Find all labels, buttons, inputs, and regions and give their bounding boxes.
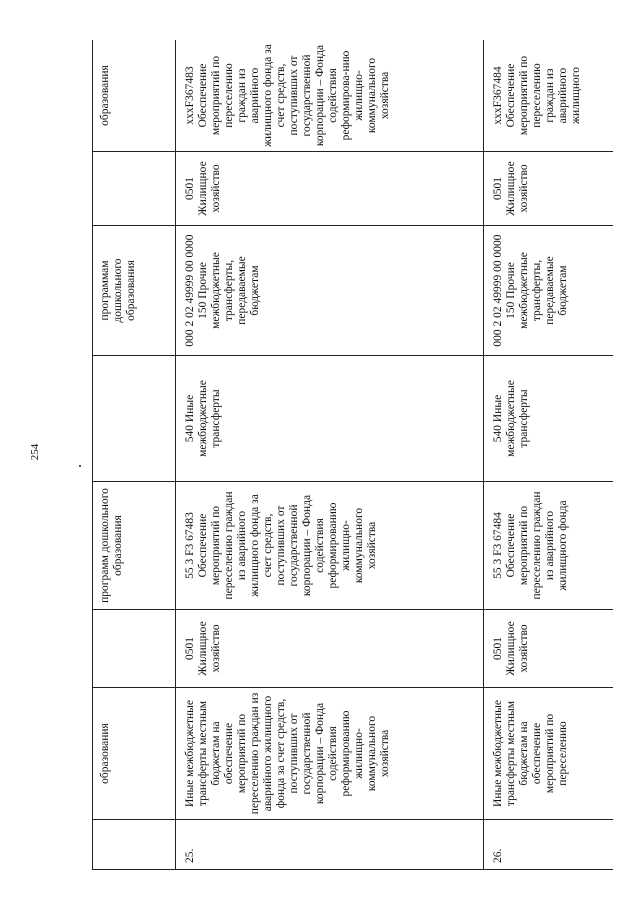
local-code-cell: xxxF367484 Обеспечение мероприятий по переселению граждан из аварийного жилищного	[484, 40, 614, 152]
table-row	[176, 40, 484, 870]
row-number: 26.	[484, 820, 614, 870]
section-cell: 0501 Жилищное хозяйство	[176, 152, 484, 226]
target-article-cell: 55 3 F3 67484 Обеспечение мероприятий по переселению граждан из аварийного жилищного фонда	[484, 482, 614, 610]
row-number: 25.	[176, 820, 484, 870]
table-row	[484, 40, 614, 870]
rotated-table	[92, 40, 613, 870]
header-cell: программам дошкольного образования	[93, 226, 176, 356]
page-number: 254	[29, 443, 41, 461]
description-cell: Иные межбюджетные трансферты местным бюджетам на обеспечение мероприятий по переселению	[484, 688, 614, 820]
expense-type-cell: 540 Иные межбюджетные трансферты	[176, 356, 484, 482]
header-cell: программ дошкольного образования	[93, 482, 176, 610]
budget-table	[92, 40, 613, 870]
table-container	[92, 40, 613, 870]
income-code-cell: 000 2 02 49999 00 0000 150 Прочие межбюджетные трансферты, передаваемые бюджетам	[484, 226, 614, 356]
scan-dot	[79, 465, 81, 467]
header-cell	[93, 356, 176, 482]
section-cell: 0501 Жилищное хозяйство	[484, 152, 614, 226]
local-code-cell: xxxF367483 Обеспечение мероприятий по переселению граждан из аварийного жилищного фонда за счет средств, поступивших от государственной корпорации – Фонда содействия реформирова-нию жилищно-коммунального хозяйства	[176, 40, 484, 152]
expense-type-cell: 540 Иные межбюджетные трансферты	[484, 356, 614, 482]
header-cell	[93, 610, 176, 688]
header-cell: образования	[93, 40, 176, 152]
income-code-cell: 000 2 02 49999 00 0000 150 Прочие межбюджетные трансферты, передаваемые бюджетам	[176, 226, 484, 356]
header-cell	[93, 152, 176, 226]
target-article-cell: 55 3 F3 67483 Обеспечение мероприятий по переселению граждан из аварийного жилищного фонда за счет средств, поступивших от государственной корпорации – Фонда содействия реформированию жилищно-коммунального хозяйства	[176, 482, 484, 610]
description-cell: Иные межбюджетные трансферты местным бюджетам на обеспечение мероприятий по переселению граждан из аварийного жилищного фонда за счет средств, поступивших от государственной корпорации – Фонда содействия реформированию жилищно-коммунального хозяйства	[176, 688, 484, 820]
header-row	[93, 40, 176, 870]
header-cell: образования	[93, 688, 176, 820]
section-cell: 0501 Жилищное хозяйство	[484, 610, 614, 688]
header-cell	[93, 820, 176, 870]
section-cell: 0501 Жилищное хозяйство	[176, 610, 484, 688]
